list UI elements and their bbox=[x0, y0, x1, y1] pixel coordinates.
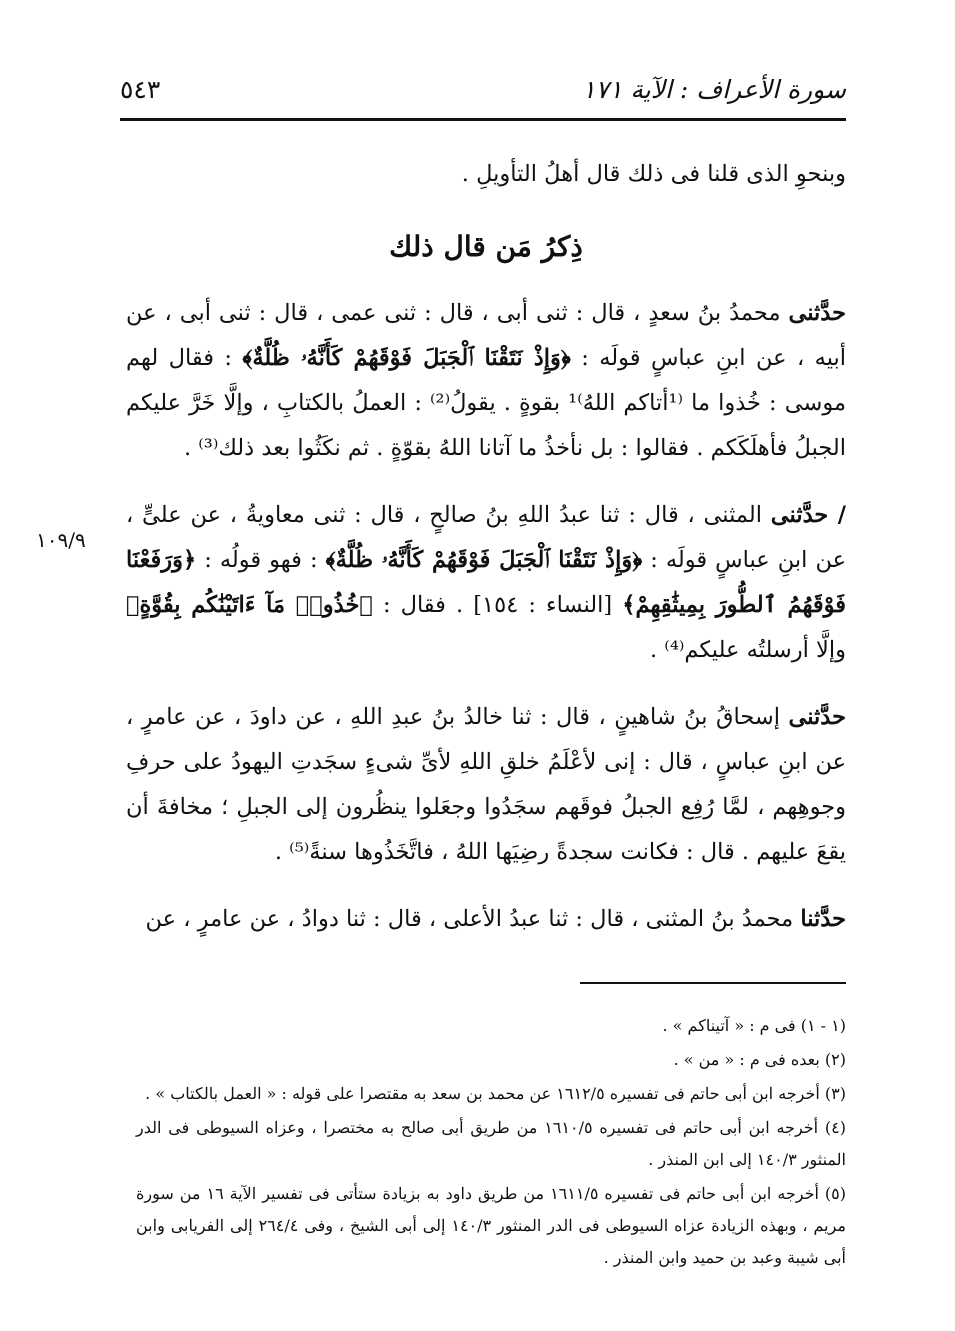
footnote: (٢) بعده فى م : « من » . bbox=[673, 1050, 846, 1069]
sura-reference: [النساء : ١٥٤] bbox=[473, 592, 613, 618]
quran-verse: ﴿خُذُوا۟ مَآ ءَاتَيْنَٰكُم بِقُوَّةٍ﴾ bbox=[126, 592, 373, 618]
page-number: ٥٤٣ bbox=[120, 74, 161, 104]
paragraph-text: المثنى ، قال : ثنا عبدُ اللهِ بنُ صالحٍ ، قال : ثنى معاويةُ ، عن علىٍّ ، عن ابنِ عباسٍ قولَه : bbox=[126, 502, 846, 573]
running-title: سورة الأعراف : الآية ١٧١ bbox=[582, 74, 846, 104]
quran-verse: ﴿وَرَفَعْنَا فَوْقَهُمُ ٱلطُّورَ بِمِيثَٰقِهِمْ﴾ bbox=[126, 547, 847, 618]
section-heading: ذِكرُ مَن قال ذلك bbox=[389, 230, 583, 263]
header-rule bbox=[120, 118, 846, 121]
paragraph-1 bbox=[126, 291, 846, 471]
quran-verse: ﴿وَإِذْ نَتَقْنَا ٱلْجَبَلَ فَوْقَهُمْ كَأَنَّهُۥ ظُلَّةٌ﴾ bbox=[242, 345, 571, 371]
footnote: (٤) أخرجه ابن أبى حاتم فى تفسيره ١٦١٠/٥ من طريق أبى صالح به مختصرا ، وعزاه السيوطى فى الدر المنثور ١٤٠/٣ إلى ابن المنذر . bbox=[136, 1118, 847, 1169]
paragraph-text: . فقال : bbox=[382, 592, 464, 618]
paragraph-text: : فقال لهم موسى : خُذوا ما ⁽¹أتاكم اللهُ⁾¹ بقوةٍ . يقولُ⁽²⁾ : العملُ بالكتابِ ، وإلَّا خَرَّ عليكم الجبلُ فأهلَكَكم . فقالوا : بل نأخذُ ما آتانا اللهُ بقوّةٍ . ثم نكَثُوا بعد ذلك⁽³⁾ . bbox=[126, 345, 846, 461]
paragraph-4 bbox=[126, 897, 846, 942]
footnote: (١ - ١) فى م : « آتيناكم » . bbox=[662, 1016, 846, 1035]
paragraph-text: : فهو قولُه : bbox=[204, 547, 318, 573]
footnotes bbox=[136, 1010, 846, 1276]
quran-verse: ﴿وَإِذْ نَتَقْنَا ٱلْجَبَلَ فَوْقَهُمْ كَأَنَّهُۥ ظُلَّةٌ﴾ bbox=[325, 547, 643, 573]
paragraph-text: وإلَّا أرسلتُه عليكم⁽⁴⁾ . bbox=[650, 637, 846, 663]
paragraph-text: محمدُ بنُ المثنى ، قال : ثنا عبدُ الأعلى ، قال : ثنا دوادُ ، عن عامرٍ ، عن bbox=[145, 906, 794, 932]
paragraph-text: محمدُ بنُ سعدٍ ، قال : ثنى أبى ، قال : ثنى عمى ، قال : ثنى أبى ، عن أبيه ، عن ابنِ عباسٍ قولَه : bbox=[126, 300, 846, 371]
paragraph-text: إسحاقُ بنُ شاهينٍ ، قال : ثنا خالدُ بنُ عبدِ اللهِ ، عن داودَ ، عن عامرٍ ، عن ابنِ عباسٍ ، قال : إنى لأعْلَمُ خلقِ اللهِ لأىِّ شىءٍ سجَدتِ اليهودُ على حرفِ وجوهِهم ، لمَّا رُفِع الجبلُ فوقَهم سجَدُوا وجعَلوا ينظُرون إلى الجبلِ ؛ مخافةَ أن يقعَ عليهم . قال : فكانت سجدةً رضِيَها اللهُ ، فاتَّخَذُوها سنةً⁽⁵⁾ . bbox=[126, 704, 846, 865]
isnad-lead: حدَّثنا bbox=[800, 906, 846, 932]
intro-line: وبنحوِ الذى قلنا فى ذلك قال أهلُ التأويلِ . bbox=[461, 161, 846, 187]
footnote: (٥) أخرجه ابن أبى حاتم فى تفسيره ١٦١١/٥ من طريق داود به بزيادة ستأتى فى تفسير الآية ١٦ من سورة مريم ، وبهذه الزيادة عزاه السيوطى فى الدر المنثور ١٤٠/٣ إلى أبى الشيخ ، وفى ٢٦٤/٤ إلى الفريابى وابن أبى شيبة وعبد بن حميد وابن المنذر . bbox=[136, 1184, 847, 1267]
isnad-lead: حدَّثنى bbox=[788, 300, 846, 326]
isnad-lead: / حدَّثنى bbox=[770, 502, 846, 528]
paragraph-2 bbox=[126, 493, 846, 673]
paragraph-3 bbox=[126, 695, 846, 875]
footnote-rule bbox=[580, 982, 846, 984]
main-text bbox=[126, 152, 846, 964]
isnad-lead: حدَّثنى bbox=[788, 704, 846, 730]
page-header bbox=[120, 64, 846, 114]
footnote: (٣) أخرجه ابن أبى حاتم فى تفسيره ١٦١٢/٥ عن محمد بن سعد به مقتصرا على قوله : « العمل بالكتاب » . bbox=[145, 1084, 846, 1103]
margin-reference: ١٠٩/٩ bbox=[36, 528, 86, 552]
